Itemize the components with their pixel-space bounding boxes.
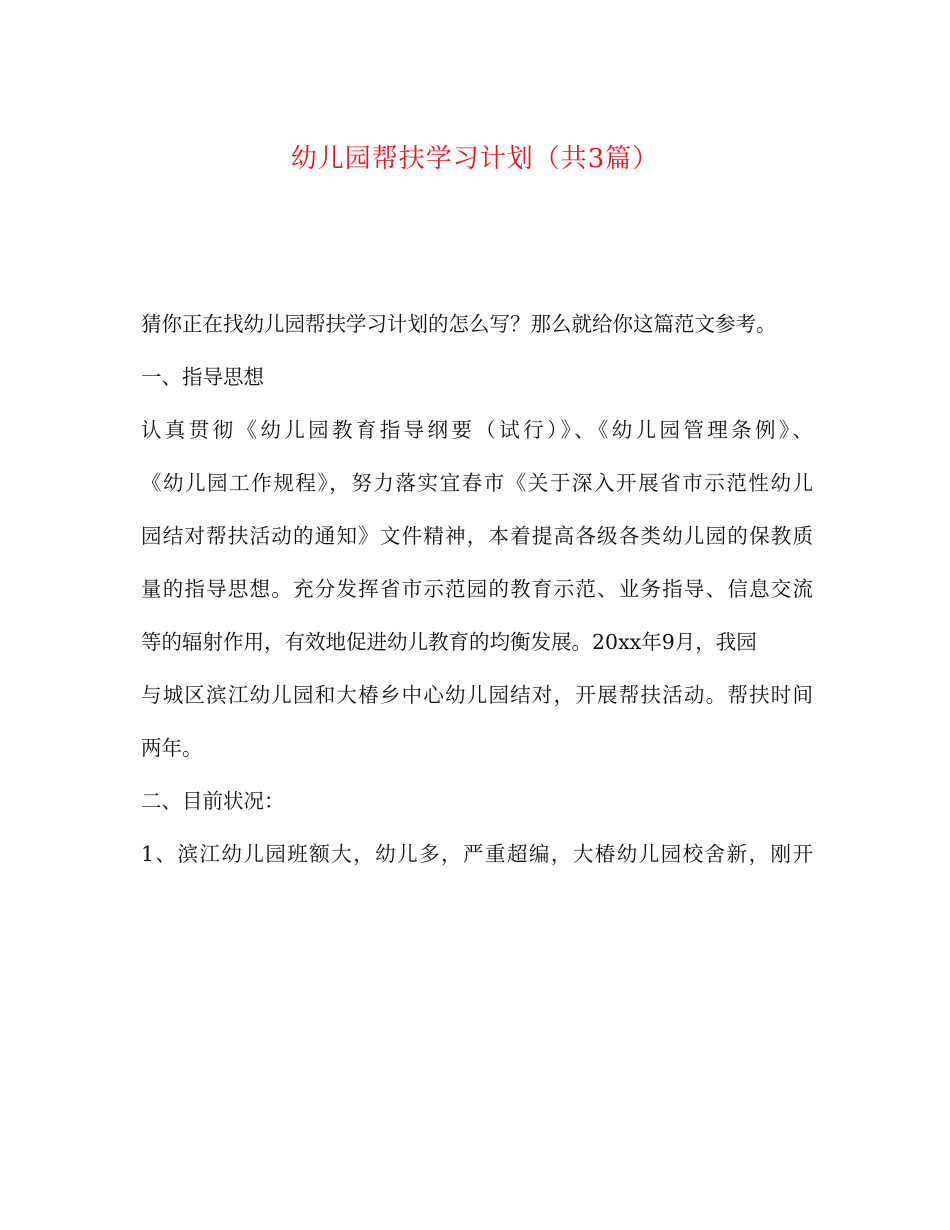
document-body <box>141 298 831 881</box>
paragraph-line: 两年。 <box>141 736 203 760</box>
paragraph-line: 量的指导思想。充分发挥省市示范园的教育示范、业务指导、信息交流 <box>141 577 813 601</box>
paragraph-line: 与城区滨江幼儿园和大椿乡中心幼儿园结对，开展帮扶活动。帮扶时间 <box>141 683 813 707</box>
paragraph-line: 1、滨江幼儿园班额大，幼儿多，严重超编，大椿幼儿园校舍新，刚开 <box>141 842 813 866</box>
section-heading-guiding-ideology: 一、指导思想 <box>141 365 264 389</box>
paragraph-line: 认真贯彻《幼儿园教育指导纲要（试行）》、《幼儿园管理条例》、 <box>141 418 813 442</box>
section-heading-current-status: 二、目前状况： <box>141 789 285 813</box>
paragraph-line: 《幼儿园工作规程》，努力落实宜春市《关于深入开展省市示范性幼儿 <box>141 471 813 495</box>
intro-paragraph: 猜你正在找幼儿园帮扶学习计划的怎么写？那么就给你这篇范文参考。 <box>141 312 777 336</box>
paragraph-line: 等的辐射作用，有效地促进幼儿教育的均衡发展。20xx年9月，我园 <box>141 630 757 654</box>
document-title: 幼儿园帮扶学习计划（共3篇） <box>290 144 660 174</box>
paragraph-line: 园结对帮扶活动的通知》文件精神，本着提高各级各类幼儿园的保教质 <box>141 524 813 548</box>
